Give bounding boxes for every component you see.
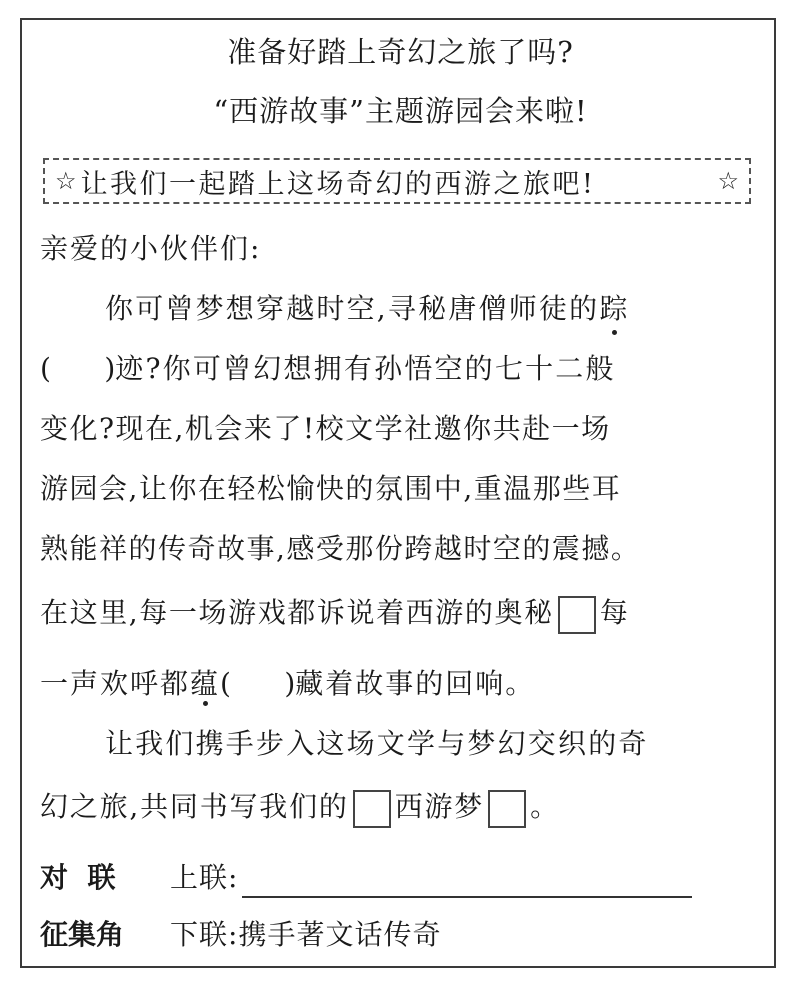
dotted-char-zong: 踪 xyxy=(599,289,629,329)
paragraph-2-line-2-end: 。 xyxy=(530,790,560,823)
couplet-label: 对 联 xyxy=(40,861,116,894)
paragraph-1-line-1-text: 你可曾梦想穿越时空,寻秘唐僧师徒的 xyxy=(105,292,600,325)
title-line-1: 准备好踏上奇幻之旅了吗? xyxy=(227,35,574,69)
paragraph-1-line-5: 熟能祥的传奇故事,感受那份跨越时空的震撼。 xyxy=(40,532,641,565)
paragraph-1-line-7-a: 一声欢呼都 xyxy=(40,667,191,700)
fill-box-before-xiyoumeng[interactable] xyxy=(353,790,391,828)
paragraph-1-line-4: 游园会,让你在轻松愉快的氛围中,重温那些耳 xyxy=(40,472,622,505)
paragraph-2-line-2 xyxy=(40,787,560,827)
upper-couplet-answer-line[interactable] xyxy=(242,866,692,898)
paragraph-1-line-2 xyxy=(40,349,760,389)
paragraph-1-line-6 xyxy=(40,593,629,633)
couplet-lower-row xyxy=(40,915,441,955)
paragraph-1-line-6-text: 在这里,每一场游戏都诉说着西游的奥秘 xyxy=(40,596,554,629)
pinyin-blank-zong[interactable]: ( ) xyxy=(40,352,116,385)
paragraph-1-line-7 xyxy=(40,664,535,704)
upper-couplet-label: 上联: xyxy=(170,861,239,894)
paragraph-1-line-2-text: 迹?你可曾幻想拥有孙悟空的七十二般 xyxy=(115,352,616,385)
star-icon-right: ☆ xyxy=(717,167,739,195)
couplet-upper-row xyxy=(40,858,692,898)
punctuation-box-1[interactable] xyxy=(558,596,596,634)
salutation: 亲爱的小伙伴们: xyxy=(40,232,262,265)
paragraph-2-line-2-b: 西游梦 xyxy=(394,790,485,823)
paragraph-2-line-1: 让我们携手步入这场文学与梦幻交织的奇 xyxy=(105,727,649,760)
dotted-char-yun: 蕴 xyxy=(190,667,221,700)
star-icon-left: ☆ xyxy=(55,167,77,195)
slogan-text: 让我们一起踏上这场奇幻的西游之旅吧! xyxy=(80,168,596,200)
lower-couplet-text: 携手著文话传奇 xyxy=(238,918,442,951)
paragraph-1-line-7-b: 藏着故事的回响。 xyxy=(295,667,536,700)
paragraph-2-line-2-a: 幻之旅,共同书写我们的 xyxy=(40,790,349,823)
slogan-banner xyxy=(43,158,751,204)
title-line-2: “西游故事”主题游园会来啦! xyxy=(213,94,588,128)
paragraph-1-line-6-end: 每 xyxy=(599,596,630,629)
collection-corner-label: 征集角 xyxy=(40,918,125,951)
lower-couplet-label: 下联: xyxy=(170,918,239,951)
pinyin-blank-yun[interactable]: ( ) xyxy=(220,667,296,700)
paragraph-1-line-3: 变化?现在,机会来了!校文学社邀你共赴一场 xyxy=(40,412,611,445)
paragraph-1-line-1 xyxy=(105,289,760,329)
punctuation-box-2[interactable] xyxy=(488,790,526,828)
